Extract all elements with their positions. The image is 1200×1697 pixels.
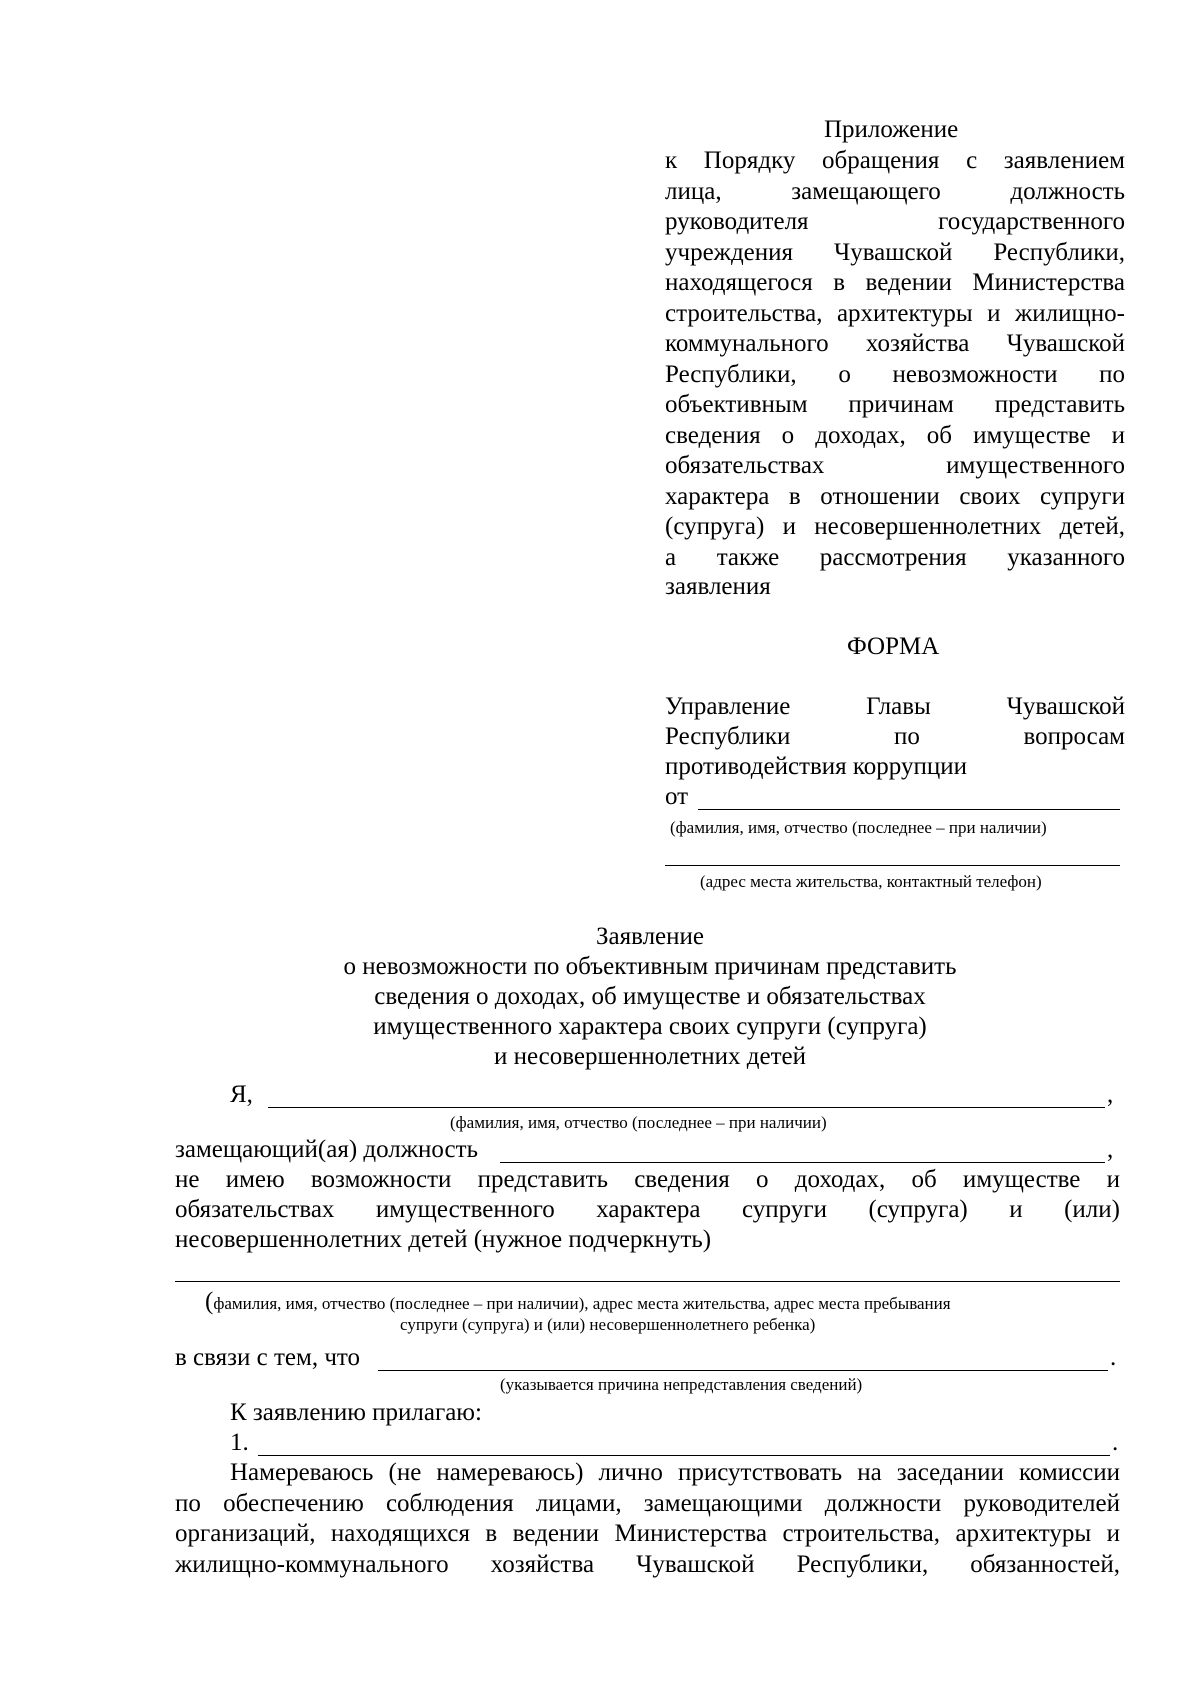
appendix-line-14: а также рассмотрения указанного	[665, 543, 1125, 571]
attach-label: К заявлению прилагаю:	[230, 1399, 482, 1426]
intent-line-3: организаций, находящихся в ведении Министерства строительства, архитектуры и	[175, 1520, 1120, 1547]
appendix-line-5: находящегося в ведении Министерства	[665, 269, 1125, 296]
from-name-field[interactable]	[698, 809, 1120, 810]
subtitle-line-4: и несовершеннолетних детей	[493, 1043, 807, 1070]
address-hint: (адрес места жительства, контактный телефон)	[700, 872, 1042, 891]
spouse-hint-text-1: фамилия, имя, отчество (последнее – при наличии), адрес места жительства, адрес места пребывания	[213, 1294, 951, 1313]
reason-label: в связи с тем, что	[175, 1344, 360, 1371]
applicant-name-hint: (фамилия, имя, отчество (последнее – при наличии)	[450, 1113, 827, 1132]
appendix-line-2: лица, замещающего должность	[665, 177, 1125, 205]
subtitle-line-1: о невозможности по объективным причинам представить	[343, 953, 957, 980]
name-comma: ,	[1107, 1081, 1114, 1108]
subtitle-line-3: имущественного характера своих супруги (супруга)	[373, 1013, 927, 1040]
attach-period: .	[1112, 1429, 1119, 1456]
position-field[interactable]	[500, 1162, 1105, 1163]
from-name-hint: (фамилия, имя, отчество (последнее – при наличии)	[670, 818, 1047, 837]
intent-line-2: по обеспечению соблюдения лицами, замещающими должности руководителей	[175, 1489, 1120, 1517]
appendix-line-11: обязательствах имущественного	[665, 452, 1125, 479]
subtitle-line-2: сведения о доходах, об имуществе и обязательствах	[374, 983, 926, 1010]
appendix-line-12: характера в отношении своих супруги	[665, 482, 1125, 510]
spouse-hint-paren: (	[205, 1288, 214, 1315]
body-last-line: несовершеннолетних детей (нужное подчеркнуть)	[175, 1226, 712, 1253]
address-field[interactable]	[665, 865, 1120, 866]
applicant-name-field[interactable]	[268, 1107, 1105, 1108]
addressee-line-2: Республики по вопросам	[665, 723, 1125, 750]
appendix-line-9: объективным причинам представить	[665, 391, 1125, 418]
i-label: Я,	[230, 1081, 253, 1108]
addressee-line-1: Управление Главы Чувашской	[665, 693, 1125, 720]
position-label: замещающий(ая) должность	[175, 1136, 478, 1163]
appendix-line-10: сведения о доходах, об имуществе и	[665, 421, 1125, 449]
reason-hint: (указывается причина непредставления сведений)	[500, 1375, 863, 1394]
addressee-line-3: противодействия коррупции	[665, 753, 967, 780]
appendix-line-4: учреждения Чувашской Республики,	[665, 238, 1125, 266]
attach-item-number: 1.	[230, 1429, 249, 1456]
intent-line-4: жилищно-коммунального хозяйства Чувашской Республики, обязанностей,	[175, 1550, 1120, 1578]
appendix-title: Приложение	[824, 116, 959, 143]
intent-line-1: Намереваюсь (не намереваюсь) лично присутствовать на заседании комиссии	[230, 1459, 1120, 1486]
appendix-line-3: руководителя государственного	[665, 208, 1125, 235]
body-line-2: обязательствах имущественного характера супруги (супруга) и (или)	[175, 1196, 1120, 1223]
spouse-hint-line-2: супруги (супруга) и (или) несовершеннолетнего ребенка)	[400, 1315, 816, 1334]
appendix-line-8: Республики, о невозможности по	[665, 360, 1125, 388]
form-label: ФОРМА	[847, 633, 940, 660]
body-line-1: не имею возможности представить сведения о доходах, об имуществе и	[175, 1166, 1120, 1193]
position-comma: ,	[1107, 1136, 1114, 1163]
appendix-line-7: коммунального хозяйства Чувашской	[665, 330, 1125, 357]
reason-field[interactable]	[378, 1370, 1108, 1371]
appendix-last-line: заявления	[665, 573, 771, 600]
spouse-children-field[interactable]	[175, 1281, 1120, 1282]
statement-title: Заявление	[595, 923, 705, 950]
appendix-line-6: строительства, архитектуры и жилищно-	[665, 299, 1125, 327]
appendix-line-1: к Порядку обращения с заявлением	[665, 147, 1125, 174]
attach-item-field[interactable]	[258, 1455, 1110, 1456]
reason-period: .	[1110, 1344, 1117, 1371]
appendix-line-13: (супруга) и несовершеннолетних детей,	[665, 513, 1125, 540]
spouse-hint-line-1	[205, 1287, 951, 1317]
from-label: от	[665, 783, 689, 810]
